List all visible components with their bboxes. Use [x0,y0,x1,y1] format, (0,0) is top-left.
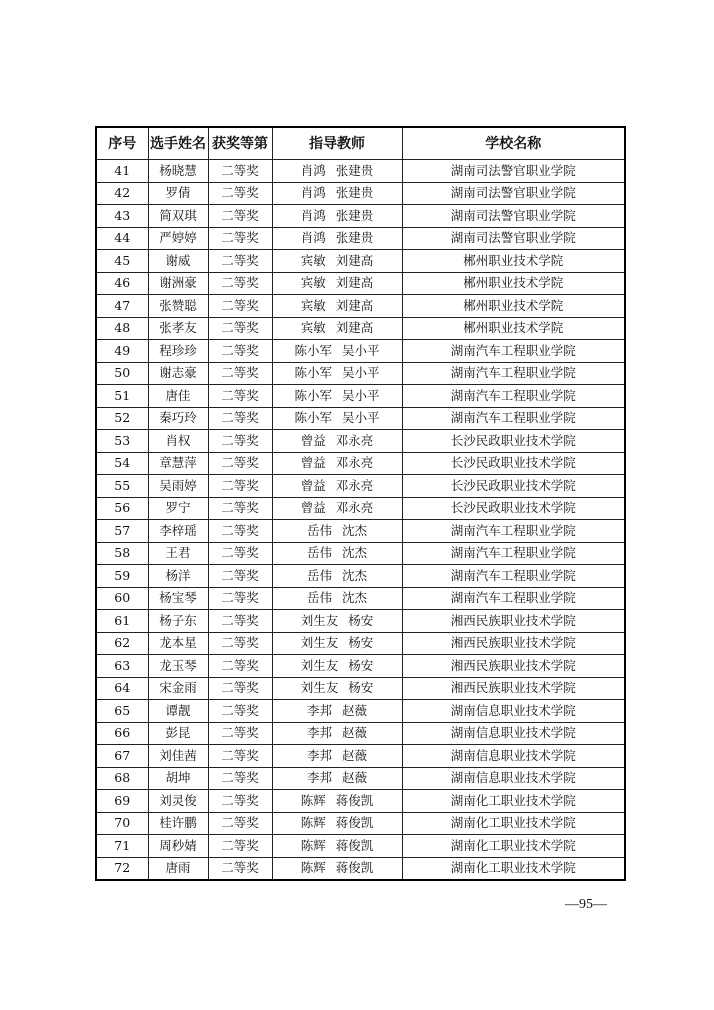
cell-instructor: 肖鸿 张建贵 [272,227,402,250]
cell-instructor: 陈辉 蒋俊凯 [272,835,402,858]
cell-contestant-name: 罗宁 [148,497,208,520]
cell-index: 66 [96,722,148,745]
table-row [96,632,625,655]
cell-contestant-name: 杨洋 [148,565,208,588]
cell-school-name: 湖南化工职业技术学院 [402,835,625,858]
header-school-name: 学校名称 [402,127,625,160]
cell-contestant-name: 张赞聪 [148,295,208,318]
cell-instructor: 刘生友 杨安 [272,655,402,678]
table-row [96,227,625,250]
cell-award-level: 二等奖 [208,475,272,498]
table-row [96,745,625,768]
cell-award-level: 二等奖 [208,317,272,340]
cell-contestant-name: 刘灵俊 [148,790,208,813]
table-row [96,497,625,520]
cell-index: 72 [96,857,148,880]
cell-instructor: 肖鸿 张建贵 [272,205,402,228]
cell-contestant-name: 周秒婧 [148,835,208,858]
table-row [96,317,625,340]
cell-award-level: 二等奖 [208,632,272,655]
cell-index: 47 [96,295,148,318]
cell-award-level: 二等奖 [208,812,272,835]
cell-contestant-name: 彭昆 [148,722,208,745]
cell-instructor: 岳伟 沈杰 [272,565,402,588]
cell-school-name: 郴州职业技术学院 [402,250,625,273]
cell-contestant-name: 宋金雨 [148,677,208,700]
table-row [96,452,625,475]
cell-contestant-name: 胡坤 [148,767,208,790]
cell-school-name: 湖南汽车工程职业学院 [402,520,625,543]
header-award-level: 获奖等第 [208,127,272,160]
cell-instructor: 岳伟 沈杰 [272,542,402,565]
cell-index: 53 [96,430,148,453]
cell-award-level: 二等奖 [208,362,272,385]
table-row [96,542,625,565]
cell-instructor: 刘生友 杨安 [272,632,402,655]
cell-school-name: 湖南化工职业技术学院 [402,857,625,880]
cell-contestant-name: 谢威 [148,250,208,273]
table-header [96,127,625,160]
cell-school-name: 郴州职业技术学院 [402,272,625,295]
cell-index: 58 [96,542,148,565]
table-row [96,272,625,295]
cell-instructor: 李邦 赵薇 [272,745,402,768]
cell-instructor: 陈辉 蒋俊凯 [272,790,402,813]
cell-instructor: 肖鸿 张建贵 [272,182,402,205]
cell-contestant-name: 李梓瑶 [148,520,208,543]
table-row [96,160,625,183]
table-row [96,565,625,588]
cell-school-name: 湖南信息职业技术学院 [402,767,625,790]
table-row [96,520,625,543]
cell-school-name: 长沙民政职业技术学院 [402,452,625,475]
cell-contestant-name: 张孝友 [148,317,208,340]
cell-index: 45 [96,250,148,273]
cell-contestant-name: 杨子东 [148,610,208,633]
cell-award-level: 二等奖 [208,857,272,880]
cell-school-name: 长沙民政职业技术学院 [402,430,625,453]
cell-index: 60 [96,587,148,610]
cell-school-name: 湖南汽车工程职业学院 [402,340,625,363]
cell-award-level: 二等奖 [208,205,272,228]
cell-school-name: 湖南司法警官职业学院 [402,205,625,228]
table-row [96,700,625,723]
cell-award-level: 二等奖 [208,250,272,273]
cell-index: 51 [96,385,148,408]
cell-award-level: 二等奖 [208,385,272,408]
cell-index: 42 [96,182,148,205]
cell-instructor: 曾益 邓永亮 [272,475,402,498]
cell-award-level: 二等奖 [208,295,272,318]
cell-award-level: 二等奖 [208,610,272,633]
cell-school-name: 湖南化工职业技术学院 [402,812,625,835]
cell-award-level: 二等奖 [208,520,272,543]
cell-instructor: 陈小军 吴小平 [272,407,402,430]
header-row [96,127,625,160]
cell-index: 61 [96,610,148,633]
awards-table [95,126,626,881]
cell-contestant-name: 章慧萍 [148,452,208,475]
cell-index: 50 [96,362,148,385]
page-number: —95— [565,897,607,912]
cell-index: 62 [96,632,148,655]
cell-award-level: 二等奖 [208,835,272,858]
cell-index: 48 [96,317,148,340]
cell-award-level: 二等奖 [208,565,272,588]
table-body [96,160,625,881]
cell-index: 63 [96,655,148,678]
cell-contestant-name: 程珍珍 [148,340,208,363]
cell-instructor: 宾敏 刘建高 [272,317,402,340]
cell-instructor: 宾敏 刘建高 [272,272,402,295]
cell-award-level: 二等奖 [208,790,272,813]
cell-contestant-name: 杨宝琴 [148,587,208,610]
cell-award-level: 二等奖 [208,745,272,768]
cell-contestant-name: 谢洲豪 [148,272,208,295]
cell-school-name: 长沙民政职业技术学院 [402,497,625,520]
cell-contestant-name: 龙本星 [148,632,208,655]
cell-contestant-name: 唐雨 [148,857,208,880]
cell-instructor: 曾益 邓永亮 [272,497,402,520]
table-row [96,655,625,678]
cell-award-level: 二等奖 [208,452,272,475]
cell-award-level: 二等奖 [208,542,272,565]
cell-index: 68 [96,767,148,790]
cell-school-name: 湖南信息职业技术学院 [402,745,625,768]
table-row [96,250,625,273]
cell-school-name: 湘西民族职业技术学院 [402,655,625,678]
cell-school-name: 湘西民族职业技术学院 [402,610,625,633]
cell-instructor: 陈小军 吴小平 [272,362,402,385]
cell-award-level: 二等奖 [208,182,272,205]
cell-index: 43 [96,205,148,228]
table-row [96,385,625,408]
cell-instructor: 曾益 邓永亮 [272,452,402,475]
table-row [96,475,625,498]
table-row [96,407,625,430]
cell-instructor: 陈辉 蒋俊凯 [272,857,402,880]
cell-index: 55 [96,475,148,498]
cell-award-level: 二等奖 [208,700,272,723]
cell-index: 56 [96,497,148,520]
cell-instructor: 曾益 邓永亮 [272,430,402,453]
cell-school-name: 湖南汽车工程职业学院 [402,362,625,385]
table-row [96,857,625,880]
cell-school-name: 长沙民政职业技术学院 [402,475,625,498]
cell-school-name: 湖南信息职业技术学院 [402,700,625,723]
cell-school-name: 湖南信息职业技术学院 [402,722,625,745]
cell-index: 44 [96,227,148,250]
cell-instructor: 陈小军 吴小平 [272,385,402,408]
cell-index: 65 [96,700,148,723]
cell-index: 71 [96,835,148,858]
cell-award-level: 二等奖 [208,430,272,453]
table-row [96,587,625,610]
cell-contestant-name: 肖权 [148,430,208,453]
cell-index: 46 [96,272,148,295]
cell-school-name: 湖南司法警官职业学院 [402,227,625,250]
cell-award-level: 二等奖 [208,497,272,520]
table-row [96,340,625,363]
table-row [96,362,625,385]
cell-contestant-name: 谢志豪 [148,362,208,385]
cell-school-name: 湘西民族职业技术学院 [402,632,625,655]
header-index: 序号 [96,127,148,160]
table-row [96,430,625,453]
cell-school-name: 郴州职业技术学院 [402,295,625,318]
cell-index: 54 [96,452,148,475]
cell-contestant-name: 秦巧玲 [148,407,208,430]
cell-award-level: 二等奖 [208,227,272,250]
table-row [96,767,625,790]
table-row [96,790,625,813]
cell-school-name: 湖南汽车工程职业学院 [402,407,625,430]
cell-index: 41 [96,160,148,183]
cell-contestant-name: 杨晓慧 [148,160,208,183]
cell-contestant-name: 谭靓 [148,700,208,723]
cell-award-level: 二等奖 [208,407,272,430]
cell-contestant-name: 桂许鹏 [148,812,208,835]
cell-index: 67 [96,745,148,768]
table-row [96,835,625,858]
cell-school-name: 湖南汽车工程职业学院 [402,565,625,588]
cell-index: 70 [96,812,148,835]
cell-award-level: 二等奖 [208,272,272,295]
cell-index: 59 [96,565,148,588]
cell-index: 69 [96,790,148,813]
cell-school-name: 湖南化工职业技术学院 [402,790,625,813]
cell-award-level: 二等奖 [208,587,272,610]
table-row [96,295,625,318]
table-row [96,677,625,700]
cell-index: 52 [96,407,148,430]
cell-instructor: 岳伟 沈杰 [272,520,402,543]
cell-award-level: 二等奖 [208,767,272,790]
cell-instructor: 刘生友 杨安 [272,610,402,633]
cell-award-level: 二等奖 [208,340,272,363]
cell-award-level: 二等奖 [208,722,272,745]
cell-instructor: 李邦 赵薇 [272,767,402,790]
cell-instructor: 陈小军 吴小平 [272,340,402,363]
cell-index: 49 [96,340,148,363]
cell-school-name: 湖南汽车工程职业学院 [402,587,625,610]
cell-contestant-name: 罗倩 [148,182,208,205]
cell-school-name: 湖南司法警官职业学院 [402,160,625,183]
cell-contestant-name: 简双琪 [148,205,208,228]
cell-instructor: 岳伟 沈杰 [272,587,402,610]
cell-contestant-name: 吴雨婷 [148,475,208,498]
cell-contestant-name: 王君 [148,542,208,565]
cell-instructor: 陈辉 蒋俊凯 [272,812,402,835]
cell-instructor: 李邦 赵薇 [272,722,402,745]
cell-contestant-name: 严婷婷 [148,227,208,250]
cell-index: 64 [96,677,148,700]
cell-school-name: 郴州职业技术学院 [402,317,625,340]
table-row [96,812,625,835]
cell-school-name: 湖南汽车工程职业学院 [402,542,625,565]
cell-school-name: 湖南汽车工程职业学院 [402,385,625,408]
cell-contestant-name: 龙玉琴 [148,655,208,678]
cell-school-name: 湖南司法警官职业学院 [402,182,625,205]
table-row [96,182,625,205]
cell-instructor: 肖鸿 张建贵 [272,160,402,183]
table-row [96,610,625,633]
cell-contestant-name: 刘佳茜 [148,745,208,768]
header-instructor: 指导教师 [272,127,402,160]
cell-award-level: 二等奖 [208,677,272,700]
table-row [96,205,625,228]
cell-award-level: 二等奖 [208,160,272,183]
cell-instructor: 李邦 赵薇 [272,700,402,723]
cell-school-name: 湘西民族职业技术学院 [402,677,625,700]
cell-index: 57 [96,520,148,543]
table-row [96,722,625,745]
cell-instructor: 刘生友 杨安 [272,677,402,700]
cell-award-level: 二等奖 [208,655,272,678]
header-contestant-name: 选手姓名 [148,127,208,160]
cell-instructor: 宾敏 刘建高 [272,250,402,273]
cell-contestant-name: 唐佳 [148,385,208,408]
cell-instructor: 宾敏 刘建高 [272,295,402,318]
